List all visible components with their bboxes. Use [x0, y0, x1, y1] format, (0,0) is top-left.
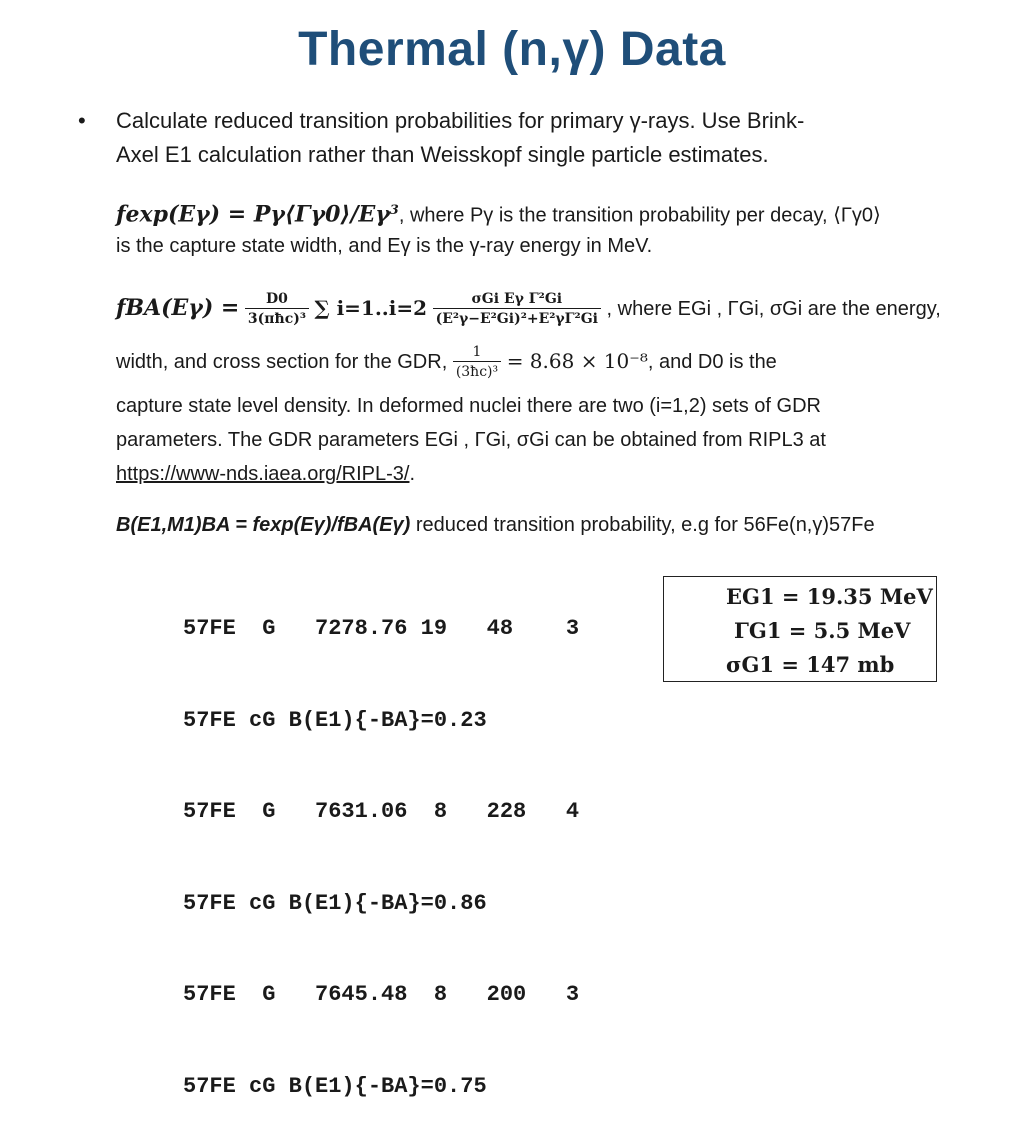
gdr-width: ΓG1 = 5.5 MeV — [734, 618, 911, 643]
gdr-line-2: capture state level density. In deformed nuclei there are two (i=1,2) sets of GDR — [116, 395, 821, 417]
ensdf-record-4: 57FE cG B(E1){-BA}=0.86 — [183, 890, 487, 916]
gdr-const-denominator: (3ħc)³ — [455, 364, 499, 381]
fba-sum: ∑ i=1..i=2 — [314, 296, 428, 320]
fba-desc: , where EGi , ΓGi, σGi are the energy, — [606, 298, 941, 320]
fba-block — [116, 282, 941, 335]
ensdf-records — [183, 553, 579, 1133]
gdr-line-1 — [116, 338, 826, 385]
fba-term-denominator: (E²γ−E²Gi)²+E²γΓ²Gi — [435, 311, 598, 328]
ensdf-record-3: 57FE G 7631.06 8 228 4 — [183, 799, 580, 824]
page-title: Thermal (n,γ) Data — [298, 23, 726, 76]
bratio-formula: B(E1,M1)BA = fexp(Eγ)/fBA(Eγ) — [116, 514, 411, 536]
ensdf-record-1: 57FE G 7278.76 19 48 3 — [183, 616, 580, 641]
fexp-formula-exponent: 3 — [389, 203, 399, 218]
ensdf-record-5: 57FE G 7645.48 8 200 3 — [183, 982, 580, 1007]
fba-coefficient — [245, 290, 309, 329]
gdr-line-4 — [116, 457, 826, 491]
fexp-line-2: is the capture state width, and Eγ is the γ-ray energy in MeV. — [116, 234, 653, 257]
fexp-formula: fexp(Eγ) = Pγ⟨Γγ0⟩/Eγ — [116, 201, 390, 228]
fba-term-numerator: σGi Eγ Γ²Gi — [433, 290, 601, 309]
gdr-energy: EG1 = 19.35 MeV — [726, 584, 933, 609]
gdr-sigma: σG1 = 147 mb — [726, 652, 895, 677]
bratio-line — [116, 508, 875, 542]
gdr-constant-fraction — [453, 343, 501, 382]
bullet-text — [116, 104, 804, 172]
gdr-const-numerator: 1 — [453, 343, 501, 362]
fba-term — [433, 290, 601, 329]
bullet-marker: • — [78, 108, 86, 133]
bullet-line-1: Calculate reduced transition probabilities for primary γ-rays. Use Brink- — [116, 108, 805, 133]
gdr-line-1-post: , and D0 is the — [647, 351, 777, 373]
ensdf-record-2: 57FE cG B(E1){-BA}=0.23 — [183, 707, 487, 733]
gdr-link-tail: . — [409, 463, 416, 485]
bratio-desc: reduced transition probability, e.g for 56Fe(n,γ)57Fe — [410, 514, 875, 536]
gdr-constant-value: = 8.68 × 10⁻⁸ — [506, 349, 648, 373]
gdr-parameter-box — [663, 576, 937, 682]
bullet-line-2: Axel E1 calculation rather than Weisskopf single particle estimates. — [116, 142, 769, 167]
fba-lhs: fBA(Eγ) = — [116, 295, 240, 321]
fexp-desc-1: , where Pγ is the transition probability per decay, ⟨Γγ0⟩ — [398, 204, 881, 227]
gdr-line-1-pre: width, and cross section for the GDR, — [116, 351, 448, 373]
ripl3-link[interactable]: https://www-nds.iaea.org/RIPL-3/ — [116, 463, 410, 485]
gdr-line-3: parameters. The GDR parameters EGi , ΓGi, σGi can be obtained from RIPL3 at — [116, 429, 826, 451]
fba-coef-denominator: 3(πħc)³ — [247, 311, 306, 328]
gdr-paragraph — [116, 338, 826, 491]
fexp-block — [116, 196, 881, 261]
fba-coef-numerator: D0 — [245, 290, 309, 309]
ensdf-record-6: 57FE cG B(E1){-BA}=0.75 — [183, 1073, 487, 1099]
fexp-line-1 — [116, 196, 881, 231]
